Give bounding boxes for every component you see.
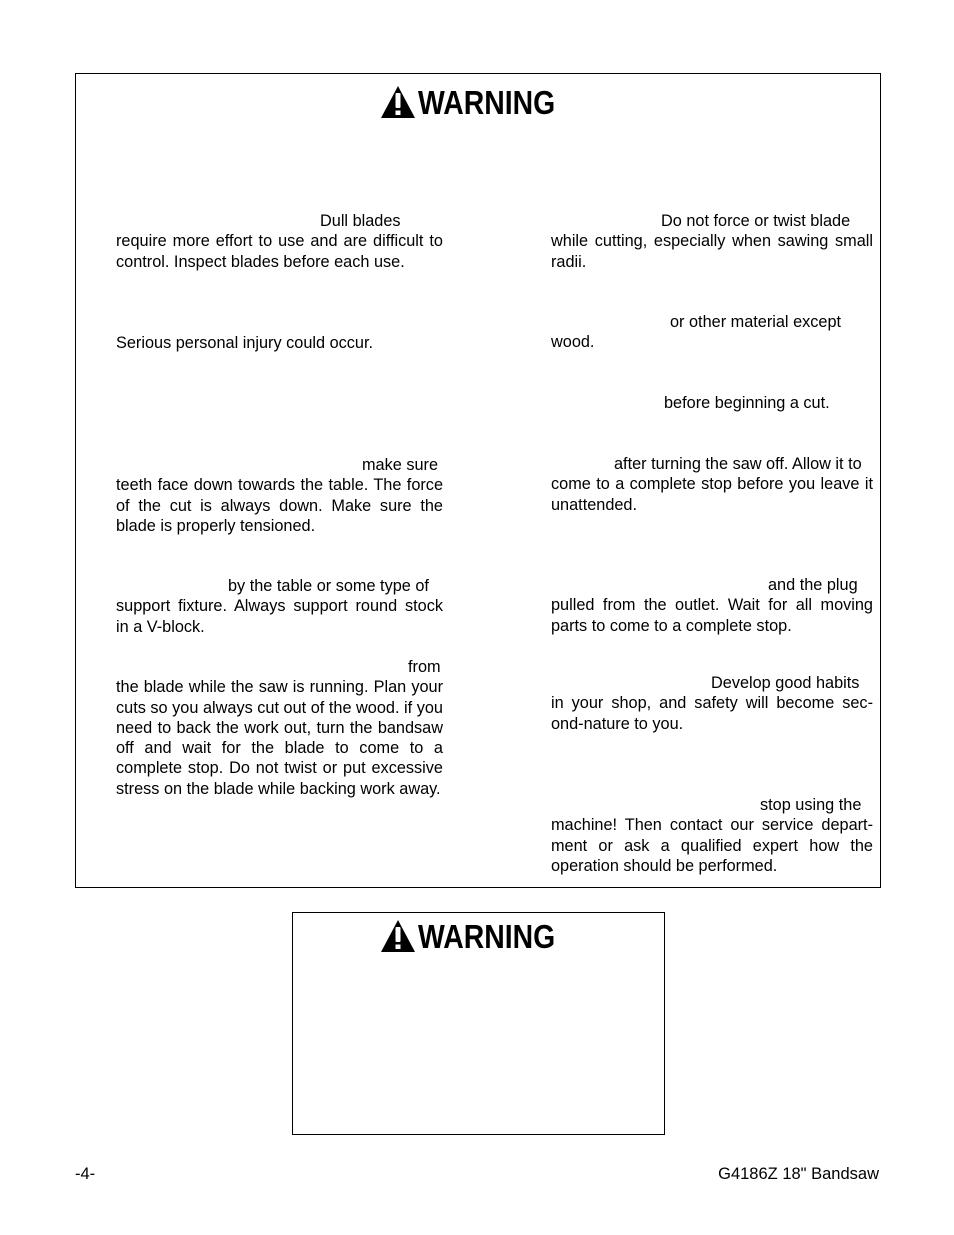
right-para-4: after turning the saw off. Allow it to come to a complete stop before you leave it unattended.	[551, 455, 873, 514]
right-para-6: Develop good habits in your shop, and safety will become sec-ond-nature to you.	[551, 674, 873, 733]
right-para-5: and the plug pulled from the outlet. Wait for all moving parts to come to a complete stop.	[551, 576, 873, 635]
left-para-2: Serious personal injury could occur.	[116, 334, 374, 352]
left-para-1: Dull blades require more effort to use and are difficult to control. Inspect blades before each use.	[116, 212, 443, 271]
warning-banner	[380, 82, 578, 122]
right-para-3: before beginning a cut.	[664, 394, 830, 412]
left-para-4: by the table or some type of support fixture. Always support round stock in a V-block.	[116, 577, 443, 636]
warning-triangle-icon	[380, 85, 416, 119]
manual-title: G4186Z 18" Bandsaw	[718, 1165, 879, 1183]
left-para-5: from the blade while the saw is running. Plan your cuts so you always cut out of the wood. if you need to back the work out, turn the bandsaw off and wait for the blade to come to a complete stop. Do not twist or put excessive stress on the blade while backing work away.	[116, 658, 443, 798]
warning-banner-secondary	[380, 916, 578, 956]
warning-heading: WARNING	[418, 83, 556, 121]
right-para-2: or other material except wood.	[551, 313, 842, 352]
left-para-3: make sure teeth face down towards the table. The force of the cut is always down. Make sure the blade is properly tensioned.	[116, 456, 443, 535]
warning-triangle-icon	[380, 919, 416, 953]
warning-heading-secondary: WARNING	[418, 917, 556, 955]
right-para-1: Do not force or twist blade while cutting, especially when sawing small radii.	[551, 212, 873, 271]
right-para-7: stop using the machine! Then contact our service depart-ment or ask a qualified expert how the operation should be performed.	[551, 796, 873, 875]
page-number: -4-	[75, 1165, 96, 1183]
